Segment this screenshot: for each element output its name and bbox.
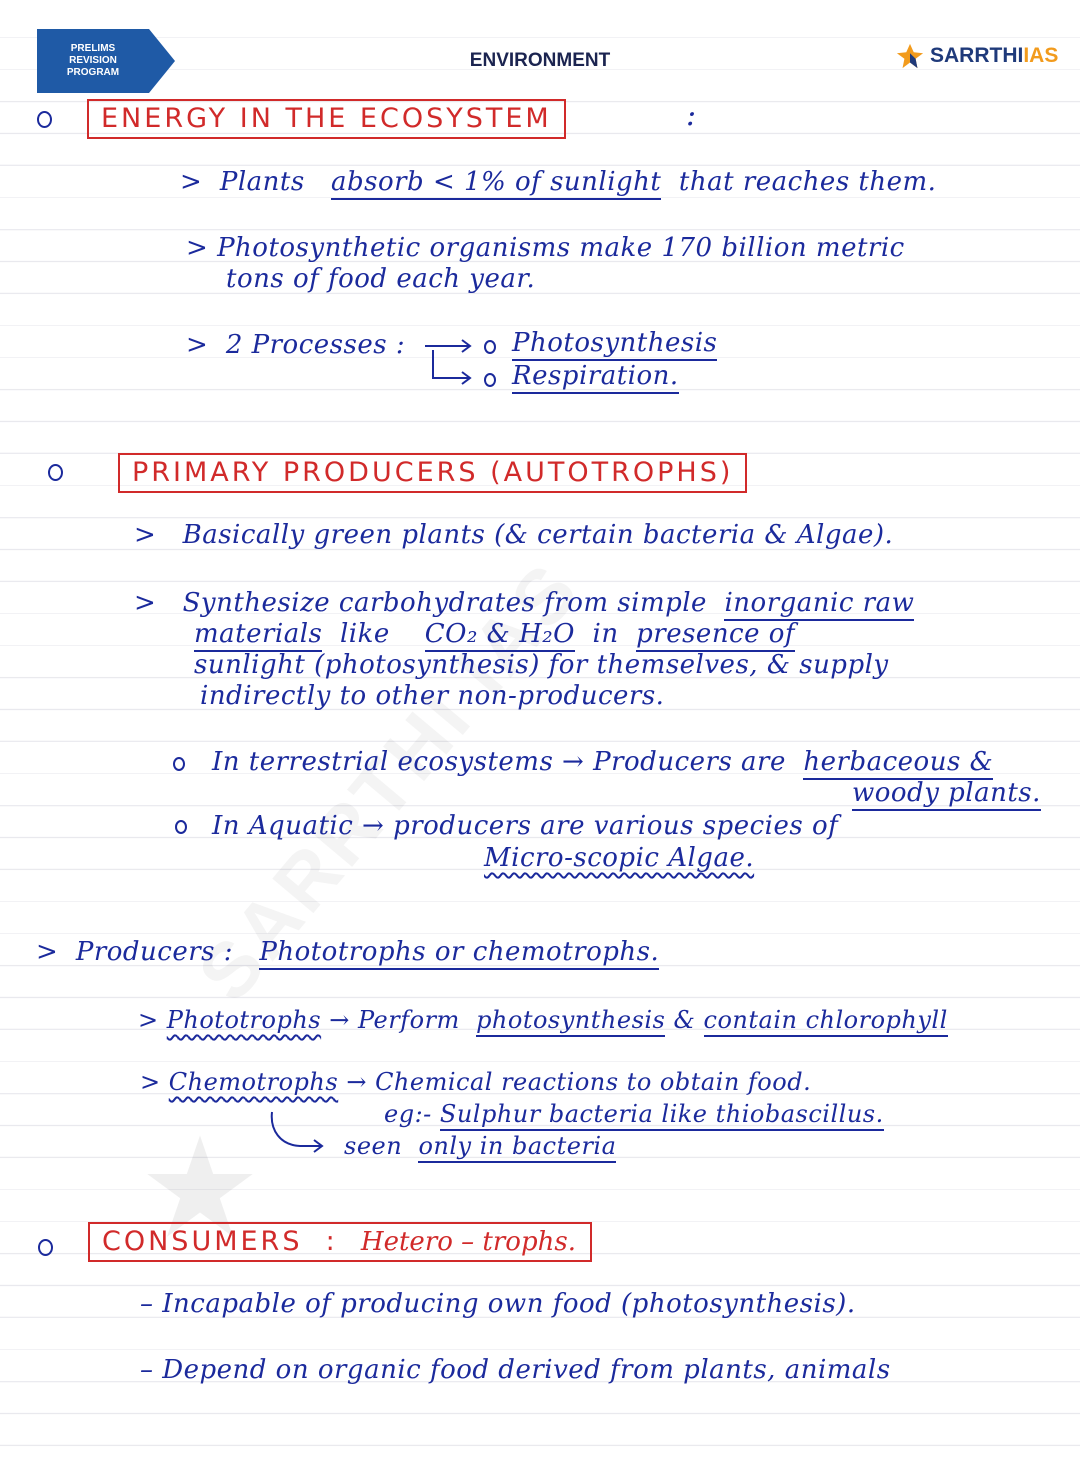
arrow-marker: > [140, 1068, 169, 1096]
heading-colon: : [686, 98, 697, 133]
heading-primary-producers: PRIMARY PRODUCERS (AUTOTROPHS) [118, 453, 747, 493]
arrow-marker: > [186, 233, 218, 263]
text: → Chemical reactions to obtain food. [346, 1068, 812, 1096]
text: seen [344, 1132, 403, 1160]
underlined-text: absorb < 1% of sunlight [331, 167, 661, 200]
bullet-photosynthetic-organisms-line2: tons of food each year. [226, 264, 536, 294]
heading-energy-ecosystem: ENERGY IN THE ECOSYSTEM [87, 99, 566, 139]
text: & [673, 1006, 696, 1034]
badge-line: REVISION [69, 55, 117, 66]
underlined-text: only in bacteria [418, 1132, 616, 1163]
underlined-text: Respiration. [512, 361, 679, 394]
consumers-point-1: – Incapable of producing own food (photosynthesis). [140, 1289, 856, 1319]
arrow-marker: > [134, 520, 183, 550]
underlined-text: woody plants. [852, 778, 1041, 811]
underlined-text: materials [194, 619, 322, 652]
text: Basically green plants (& certain bacteria & Algae). [182, 520, 894, 550]
sub-aquatic: In Aquatic → producers are various species of [212, 811, 839, 841]
underlined-text: CO₂ & H₂O [425, 619, 575, 652]
wavy-underlined-text: Phototrophs [166, 1006, 322, 1034]
text: Plants [219, 167, 305, 197]
underlined-text: presence of [636, 619, 795, 652]
text: in [592, 619, 619, 649]
underlined-text: Photosynthesis [512, 328, 717, 361]
underlined-text: inorganic raw [724, 588, 914, 621]
text: In terrestrial ecosystems → Producers are [212, 747, 786, 777]
text: 2 Processes : [225, 330, 406, 360]
underlined-text: Phototrophs or chemotrophs. [259, 937, 659, 970]
chemotrophs-note [344, 1132, 616, 1160]
consumers-point-2: – Depend on organic food derived from plants, animals [140, 1355, 891, 1385]
wavy-underlined-text: Chemotrophs [168, 1068, 339, 1096]
arrow-marker: > [138, 1006, 167, 1034]
wavy-underlined-text: Micro-scopic Algae. [484, 843, 755, 873]
section-bullet [38, 1239, 53, 1256]
heading-hand-text: Hetero – trophs. [360, 1227, 576, 1257]
text: Producers : [75, 937, 234, 967]
page-title: ENVIRONMENT [469, 50, 611, 71]
text: Synthesize carbohydrates from simple [182, 588, 707, 618]
heading-red-text: CONSUMERS [102, 1226, 303, 1257]
brand-name-accent: IAS [1023, 44, 1059, 67]
text: → Perform [329, 1006, 460, 1034]
bullet-synthesize-line4: indirectly to other non-producers. [200, 681, 665, 711]
underlined-text: herbaceous & [803, 747, 993, 780]
text: eg:- [384, 1100, 432, 1128]
underlined-text: contain chlorophyll [704, 1006, 948, 1037]
badge-line: PRELIMS [70, 43, 116, 54]
brand-name-main: SARRTHI [930, 44, 1024, 67]
text: Photosynthetic organisms make 170 billion metric [217, 233, 905, 263]
heading-colon: : [325, 1226, 338, 1257]
arrow-marker: > [36, 937, 76, 967]
text: that reaches them. [678, 167, 937, 197]
arrow-marker: > [180, 167, 220, 197]
heading-consumers [88, 1222, 592, 1262]
arrow-marker: > [186, 330, 226, 360]
text: like [339, 619, 390, 649]
underlined-text: photosynthesis [476, 1006, 665, 1037]
badge-line: PROGRAM [66, 67, 120, 78]
underlined-text: Sulphur bacteria like thiobascillus. [440, 1100, 884, 1131]
arrow-marker: > [134, 588, 183, 618]
bullet-synthesize-line3: sunlight (photosynthesis) for themselves, & supply [194, 650, 889, 680]
